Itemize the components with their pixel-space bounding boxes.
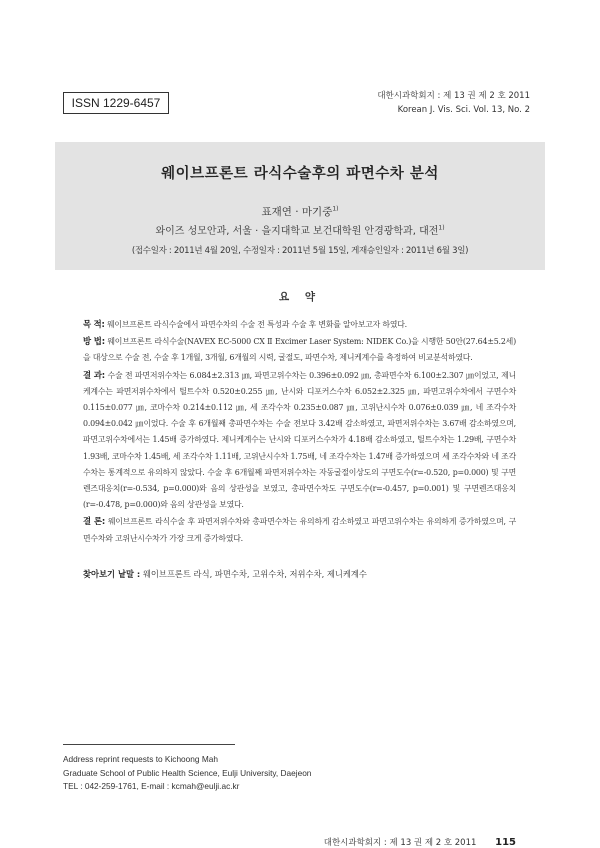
abstract-results bbox=[83, 367, 516, 514]
footnote-divider bbox=[63, 744, 235, 745]
methods-label: 방 법: bbox=[83, 336, 105, 347]
footnote-line-1: Address reprint requests to Kichoong Mah bbox=[63, 754, 218, 764]
purpose-text: 웨이브프론트 라식수술에서 파면수차의 수술 전 특성과 수술 후 변화를 알아보고자 하였다. bbox=[106, 320, 407, 329]
article-title: 웨이브프론트 라식수술후의 파면수차 분석 bbox=[161, 166, 439, 182]
results-label: 결 과: bbox=[83, 369, 105, 380]
footnote-line-2: Graduate School of Public Health Science, Eulji University, Daejeon bbox=[63, 767, 312, 778]
affiliation-text: 와이즈 성모안과, 서울 · 을지대학교 보건대학원 안경광학과, 대전 bbox=[155, 226, 439, 237]
conclusion-text: 웨이브프론트 라식수술 후 파면저위수차와 총파면수차는 유의하게 감소하였고 파면고위수차는 유의하게 증가하였으며, 구면수차와 고위난시수차가 가장 크게 증가하였다. bbox=[83, 517, 516, 543]
abstract-body bbox=[83, 316, 516, 547]
abstract-methods bbox=[83, 333, 516, 366]
journal-korean: 대한시과학회지 : 제 13 권 제 2 호 2011 bbox=[377, 91, 530, 101]
abstract-conclusion bbox=[83, 513, 516, 546]
submission-dates: (접수일자 : 2011년 4월 20일, 수정일자 : 2011년 5월 15일, 게재승인일자 : 2011년 6월 3일) bbox=[131, 246, 469, 256]
title-block bbox=[55, 142, 545, 270]
conclusion-label: 결 론: bbox=[83, 516, 106, 527]
page-number: 115 bbox=[495, 837, 516, 848]
issn-box: ISSN 1229-6457 bbox=[63, 92, 169, 114]
authors bbox=[55, 204, 545, 219]
page-footer bbox=[324, 836, 516, 848]
footnote-line-3: TEL : 042-259-1761, E-mail : kcmah@eulji.ac.kr bbox=[63, 781, 240, 791]
abstract-heading: 요 약 bbox=[279, 291, 321, 303]
affiliation bbox=[55, 222, 545, 237]
methods-text: 웨이브프론트 라식수술(NAVEX EC-5000 CX Ⅱ Excimer Laser System: NIDEK Co.)을 시행한 50안(27.64±5.2세)을 대상으로 수술 전, 수술 후 1개월, 3개월, 6개월의 시력, 굴절도, 파면수차, 제니케계수를 측정하여 비교분석하였다. bbox=[83, 337, 516, 363]
footer-journal: 대한시과학회지 : 제 13 권 제 2 호 2011 bbox=[323, 838, 477, 848]
journal-english: Korean J. Vis. Sci. Vol. 13, No. 2 bbox=[397, 105, 530, 115]
abstract-purpose bbox=[83, 316, 516, 333]
authors-superscript: 1) bbox=[332, 205, 339, 213]
journal-info bbox=[377, 89, 530, 117]
footnote bbox=[63, 753, 311, 794]
keywords-text: 웨이브프론트 라식, 파면수차, 고위수차, 저위수차, 제니케계수 bbox=[142, 569, 367, 579]
affiliation-superscript: 1) bbox=[438, 224, 445, 232]
keywords bbox=[83, 568, 516, 580]
authors-names: 표재연 · 마기중 bbox=[261, 206, 333, 218]
results-text: 수술 전 파면저위수차는 6.084±2.313 ㎛, 파면고위수차는 0.396±0.092 ㎛, 총파면수차 6.100±2.307 ㎛이었고, 제니케계수는 파면저위수차에서 틸트수차 0.520±0.255 ㎛, 난시와 디포커스수차 6.052±2.325 ㎛, 파면고위수차에서 구면수차 0.115±0.077 ㎛, 코마수차 0.214±0.112 ㎛, 세 조각수차 0.235±0.087 ㎛, 고위난시수차 0.076±0.039 ㎛, 네 조각수차 0.094±0.042 ㎛이었다. 수술 후 6개월째 총파면수차는 수술 전보다 3.42배 감소하였고, 파면저위수차는 3.67배 감소하였으며, 파면고위수차에서는 1.45배 증가하였다. 제니케계수는 난시와 디포커스수차가 4.18배 감소하였고, 틸트수차는 1.29배, 구면수차 1.93배, 코마수차 1.45배, 세 조각수차 1.11배, 고위난시수차 1.75배, 네 조각수차는 1.47배 증가하였으며 세 조각수차와 네 조각수차는 통계적으로 유의하지 않았다. 수술 후 6개월째 파면저위수차는 자동굴절이상도의 구면도수(r=-0.520, p=0.000) 및 구면렌즈대응치(r=-0.534, p=0.000)와 음의 상관성을 보였고, 총파면수차도 구면도수(r=-0.457, p=0.001) 및 구면렌즈대응치(r=-0.478, p=0.000)와 음의 상관성을 보였다. bbox=[83, 370, 516, 510]
keywords-label: 찾아보기 낱말 : bbox=[83, 569, 141, 579]
purpose-label: 목 적: bbox=[83, 319, 105, 329]
